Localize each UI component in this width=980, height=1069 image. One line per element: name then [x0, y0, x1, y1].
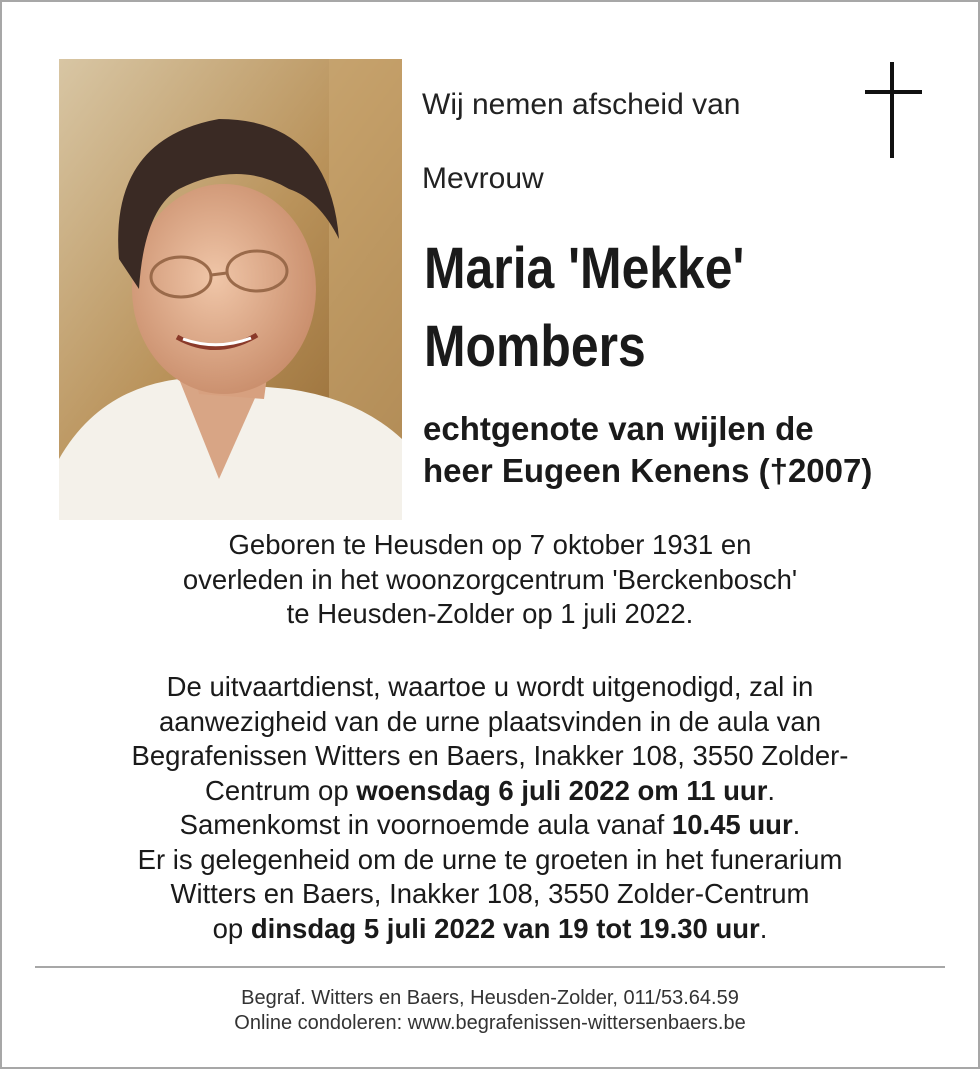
gathering-time: 10.45 uur	[671, 809, 793, 840]
spouse-info	[423, 408, 872, 492]
service-line-3: Begrafenissen Witters en Baers, Inakker 108, 3550 Zolder-	[131, 740, 849, 771]
footer	[0, 986, 980, 1036]
name-line-2: Mombers	[424, 314, 646, 379]
honorific: Mevrouw	[422, 162, 544, 195]
service-line-7: Witters en Baers, Inakker 108, 3550 Zolder-Centrum	[170, 878, 810, 909]
service-line-6: Er is gelegenheid om de urne te groeten in het funerarium	[137, 843, 843, 875]
birth-line-2: overleden in het woonzorgcentrum 'Berckenbosch'	[182, 563, 798, 595]
birth-line-3: te Heusden-Zolder op 1 juli 2022.	[286, 598, 694, 629]
birth-death-info	[0, 528, 980, 632]
condolence-link[interactable]: Online condoleren: www.begrafenissen-wittersenbaers.be	[234, 1012, 746, 1034]
birth-line-1: Geboren te Heusden op 7 oktober 1931 en	[228, 529, 752, 560]
name-line-1: Maria 'Mekke'	[424, 236, 745, 301]
service-line-8: op dinsdag 5 juli 2022 van 19 tot 19.30 uur.	[212, 912, 768, 944]
deceased-name	[424, 230, 744, 386]
service-line-4: Centrum op woensdag 6 juli 2022 om 11 uur.	[204, 774, 776, 806]
funeral-service-info	[0, 670, 980, 946]
funeral-home-contact: Begraf. Witters en Baers, Heusden-Zolder, 011/53.64.59	[241, 987, 739, 1009]
service-line-5: Samenkomst in voornoemde aula vanaf 10.45 uur.	[179, 809, 801, 840]
spouse-line-2: heer Eugeen Kenens (†2007)	[423, 452, 873, 489]
visitation-datetime: dinsdag 5 juli 2022 van 19 tot 19.30 uur	[250, 912, 760, 944]
cross-icon	[862, 62, 924, 162]
portrait-photo	[59, 59, 402, 520]
footer-divider	[35, 966, 945, 968]
service-line-2: aanwezigheid van de urne plaatsvinden in de aula van	[158, 705, 821, 737]
spouse-line-1: echtgenote van wijlen de	[423, 410, 814, 447]
service-datetime: woensdag 6 juli 2022 om 11 uur	[356, 774, 768, 806]
service-line-1: De uitvaartdienst, waartoe u wordt uitgenodigd, zal in	[166, 671, 814, 702]
intro-text: Wij nemen afscheid van	[422, 88, 741, 121]
